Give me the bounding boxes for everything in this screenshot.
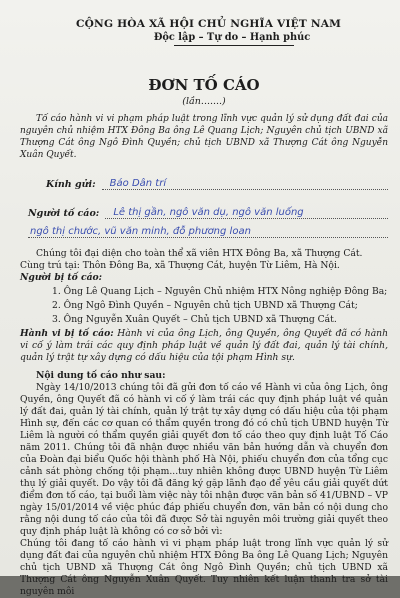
accused-label: Người bị tố cáo: <box>20 272 103 283</box>
document-title: ĐƠN TỐ CÁO <box>148 76 260 94</box>
accused-item: 2. Ông Ngô Đình Quyền – Nguyên chủ tịch UBND xã Thượng Cát; <box>52 300 358 311</box>
accused-item: 1. Ông Lê Quang Lịch – Nguyên Chủ nhiệm HTX Nông nghiệp Đông Ba; <box>52 286 388 297</box>
content-label: Nội dung tố cáo như sau: <box>36 370 166 381</box>
national-motto: Độc lập – Tự do – Hạnh phúc <box>153 32 311 43</box>
representative-line-1: Chúng tôi đại diện cho toàn thể xã viên HTX Đông Ba, xã Thượng Cát. <box>36 248 363 259</box>
complainant-row <box>28 204 388 219</box>
complainant-field-line2 <box>28 223 388 238</box>
recipient-handwriting: Báo Dân trí <box>109 178 167 189</box>
complainant-handwriting-line1: Lê thị gần, ngô văn dụ, ngô văn luống <box>113 207 304 218</box>
violation-paragraph <box>20 328 388 364</box>
motto-underline <box>174 45 294 46</box>
document-intro: Tố cáo hành vi vi phạm pháp luật trong lĩnh vực quản lý sử dụng đất đai của nguyên chủ nhiệm HTX Đông Ba ông Lê Quang Lịch; Nguyên chủ tịch UBND xã Thượng Cát ông Ngô Đình Quyền; chủ tịch UBND xã Thượng Cát ông Nguyễn Xuân Quyết. <box>20 114 388 160</box>
recipient-field <box>102 175 388 190</box>
accused-list <box>20 286 388 326</box>
content-paragraph-1: Ngày 14/10/2013 chúng tôi đã gửi đơn tố cáo về Hành vi của ông Lịch, ông Quyền, ông Quyết đã có hành vi cố ý làm trái các quy định pháp luật về quản lý đất đai, quản lý tài chính, quản lý trật tự xây dựng có dấu hiệu của tội phạm Hình sự, đến các cơ quan có thẩm quyền trong đó có chủ tịch UBND huyện Từ Liêm là người có thẩm quyền giải quyết đơn tố cáo theo quy định luật Tố Cáo năm 2011. Chúng tôi đã nhận được nhiều văn bản hướng dẫn và chuyển đơn của Đoàn đại biểu Quốc hội thành phố Hà Nội, phiếu chuyển đơn của tổng cục cảnh sát phòng chống tội phạm...tuy nhiên không được UBND huyện Từ Liêm thụ lý giải quyết. Do vậy tôi đã đăng ký gặp lãnh đạo để yêu cầu giải quyết dứt điểm đơn tố cáo, tại buổi làm việc này tôi nhận được văn bản số 41/UBND – VP ngày 15/01/2014 về việc phúc đáp phiếu chuyển đơn, văn bản có nội dung cho rằng nội dung tố cáo của tôi đã được Sở tài nguyên môi trường giải quyết theo quy định pháp luật là không có cơ sở bởi vì: <box>20 382 388 537</box>
accused-item: 3. Ông Nguyễn Xuân Quyết – Chủ tịch UBND xã Thượng Cát. <box>52 314 337 325</box>
recipient-row <box>46 175 388 190</box>
complainant-handwriting-line2: ngô thị chước, vũ văn minh, đỗ phương loan <box>30 226 251 237</box>
document-content <box>20 18 388 598</box>
recipient-label: Kính gửi: <box>46 179 96 190</box>
complainant-field <box>105 204 388 219</box>
complainant-label: Người tố cáo: <box>28 208 100 219</box>
violation-label: Hành vi bị tố cáo: <box>20 328 114 339</box>
document-subtitle: (lần.......) <box>182 96 226 107</box>
representative-line-2: Cùng trú tại: Thôn Đông Ba, xã Thượng Cát, huyện Từ Liêm, Hà Nội. <box>20 260 340 271</box>
violation-text: Hành vi của ông Lịch, ông Quyền, ông Quyết đã có hành vi cố ý làm trái các quy định pháp luật về quản lý đất đai, quản lý tài chính, quản lý trật tự xây dựng có dấu hiệu của tội phạm Hình sự. <box>20 328 388 363</box>
content-paragraph-2: Chúng tôi đang tố cáo hành vi vi phạm pháp luật trong lĩnh vực quản lý sử dụng đất đai của nguyên chủ nhiệm HTX Đông Ba ông Lê Quang Lịch; Nguyên chủ tịch UBND xã Thượng Cát ông Ngô Đình Quyền; chủ tịch UBND xã Thượng Cát ông Nguyễn Xuân Quyết. Tuy nhiên kết luận thanh tra sở tài nguyên môi <box>20 538 388 597</box>
national-title: CỘNG HÒA XÃ HỘI CHỦ NGHĨA VIỆT NAM <box>76 18 342 30</box>
